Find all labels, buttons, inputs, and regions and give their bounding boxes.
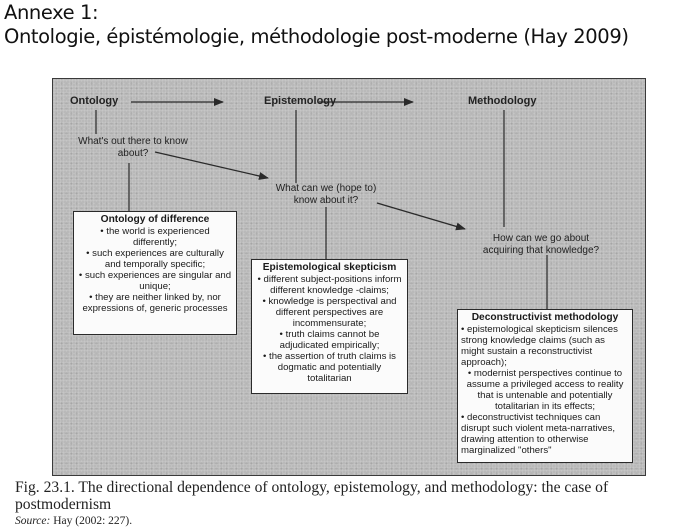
box-title: Epistemological skepticism <box>262 262 397 273</box>
question-epistemology-line1: What can we (hope to) <box>275 183 377 194</box>
source-label: Source: <box>15 515 51 527</box>
node-ontology: Ontology <box>70 95 119 107</box>
bullet: • truth claims cannot be adjudicated empirically; <box>279 329 380 351</box>
question-methodology <box>468 233 614 257</box>
figure-source <box>15 515 132 527</box>
arrow-epistemology-q-to-methodology-q <box>377 203 465 229</box>
question-ontology-line2: about? <box>117 148 149 159</box>
slide-title-line2: Ontologie, épistémologie, méthodologie post-moderne (Hay 2009) <box>4 25 629 48</box>
bullet: • deconstructivist techniques can disrupt such violent meta-narratives, drawing attention to otherwise marginalized "others" <box>461 412 616 456</box>
box-title: Deconstructivist methodology <box>471 312 619 323</box>
slide-title-line1: Annexe 1: <box>4 1 99 24</box>
box-title: Ontology of difference <box>100 214 210 225</box>
bullet: • such experiences are culturally and temporally specific; <box>86 248 224 270</box>
box-deconstructivist-methodology <box>457 309 633 463</box>
question-epistemology <box>262 183 390 207</box>
bullet: • they are neither linked by, nor expressions of, generic processes <box>82 292 228 314</box>
source-value: Hay (2002: 227). <box>50 515 133 527</box>
box-epistemological-skepticism <box>251 259 408 394</box>
node-epistemology: Epistemology <box>264 95 337 107</box>
question-ontology-line1: What's out there to know <box>78 136 188 147</box>
bullet: • the assertion of truth claims is dogmatic and potentially totalitarian <box>263 351 396 384</box>
node-methodology: Methodology <box>468 95 537 107</box>
bullet: • modernist perspectives continue to assume a privileged access to reality that is untenable and potentially totalitarian in its effects; <box>466 368 624 412</box>
box-ontology-of-difference <box>73 211 237 335</box>
question-ontology <box>70 136 196 160</box>
bullet: • epistemological skepticism silences strong knowledge claims (such as might sustain a reconstructivist approach); <box>461 324 618 368</box>
question-epistemology-line2: know about it? <box>293 195 359 206</box>
question-methodology-line2: acquiring that knowledge? <box>482 245 600 256</box>
bullet: • the world is experienced differently; <box>100 226 210 248</box>
bullet: • different subject-positions inform different knowledge -claims; <box>257 274 402 296</box>
bullet: • such experiences are singular and unique; <box>78 270 232 292</box>
question-methodology-line1: How can we go about <box>492 233 590 244</box>
figure-caption: Fig. 23.1. The directional dependence of ontology, epistemology, and methodology: the case of postmodernism <box>15 479 609 513</box>
bullet: • knowledge is perspectival and different perspectives are incommensurate; <box>262 296 397 329</box>
